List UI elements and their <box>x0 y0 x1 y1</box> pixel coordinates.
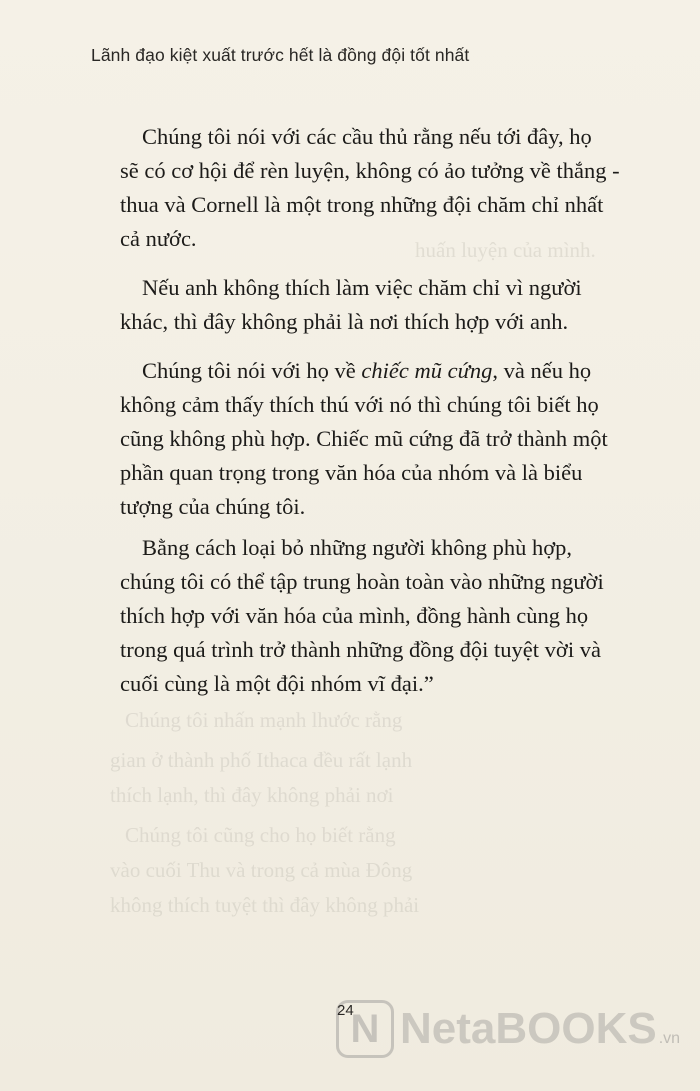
bleed-through-texture: huấn luyện của mình. <box>415 238 596 262</box>
text-line: cũng không phù hợp. Chiếc mũ cứng đã trở thành một <box>120 426 608 451</box>
text-run: Chúng tôi nói với họ về <box>142 358 362 383</box>
text-line: Bằng cách loại bỏ những người không phù hợp, <box>142 535 573 560</box>
watermark-brand <box>400 1004 680 1054</box>
paragraph-3 <box>120 354 608 524</box>
text-line: tượng của chúng tôi. <box>120 494 306 519</box>
bleed-through-texture: thích lạnh, thì đây không phải nơi <box>110 783 394 807</box>
text-line: chúng tôi có thể tập trung hoàn toàn vào những người <box>120 569 604 594</box>
watermark-suffix: .vn <box>658 1030 681 1047</box>
paragraph-4 <box>120 531 604 701</box>
paragraph-1 <box>120 120 620 256</box>
bleed-through-texture: gian ở thành phố Ithaca đều rất lạnh <box>110 748 413 772</box>
running-header: Lãnh đạo kiệt xuất trước hết là đồng đội tốt nhất <box>91 45 470 65</box>
text-line: khác, thì đây không phải là nơi thích hợp với anh. <box>120 309 569 334</box>
text-line: phần quan trọng trong văn hóa của nhóm và là biểu <box>120 460 583 485</box>
netabooks-logo-icon: N <box>336 1000 394 1058</box>
bleed-through-texture: Chúng tôi nhấn mạnh lhước rằng <box>125 708 403 732</box>
text-line: sẽ có cơ hội để rèn luyện, không có ảo tưởng về thắng - <box>120 158 620 183</box>
text-line: thua và Cornell là một trong những đội chăm chỉ nhất <box>120 192 604 217</box>
text-line: cuối cùng là một đội nhóm vĩ đại.” <box>120 671 434 696</box>
text-line: trong quá trình trở thành những đồng đội tuyệt vời và <box>120 637 601 662</box>
watermark <box>336 1000 680 1058</box>
emphasis-hard-hat: chiếc mũ cứng <box>361 358 493 383</box>
text-run: , và nếu họ <box>492 358 592 383</box>
text-line: Nếu anh không thích làm việc chăm chỉ vì người <box>142 275 582 300</box>
watermark-brand-text: NetaBOOKS <box>400 1004 657 1053</box>
text-line: không cảm thấy thích thú với nó thì chúng tôi biết họ <box>120 392 599 417</box>
bleed-through-texture: vào cuối Thu và trong cả mùa Đông <box>110 858 413 882</box>
text-line: thích hợp với văn hóa của mình, đồng hành cùng họ <box>120 603 589 628</box>
text-line <box>120 354 600 388</box>
bleed-through-texture: không thích tuyệt thì đây không phải <box>110 893 420 917</box>
paragraph-2 <box>120 271 600 339</box>
text-line: cả nước. <box>120 226 197 251</box>
text-line: Chúng tôi nói với các cầu thủ rằng nếu tới đây, họ <box>142 124 592 149</box>
page-number: 24 <box>337 1002 354 1019</box>
bleed-through-texture: Chúng tôi cũng cho họ biết rằng <box>125 823 396 847</box>
